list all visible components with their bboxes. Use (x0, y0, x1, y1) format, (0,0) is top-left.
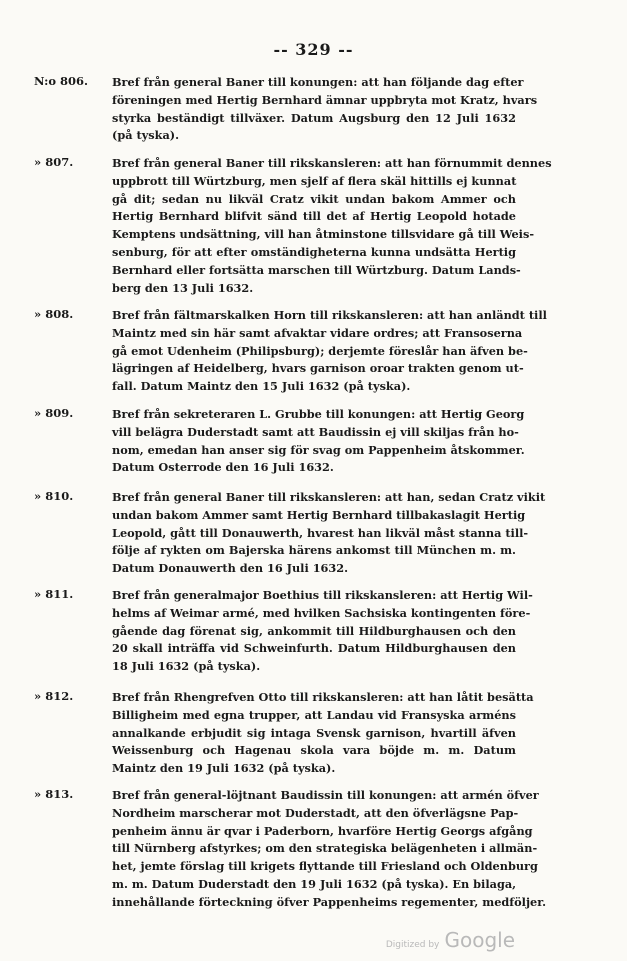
entry-line: Maintz den 19 Juli 1632 (på tyska). (112, 761, 336, 776)
register-entry (34, 587, 533, 676)
entry-line: lägringen af Heidelberg, hvars garnison oroar trakten genom ut- (112, 361, 524, 376)
entry-text (112, 489, 546, 578)
entry-line: Leopold, gått till Donauwerth, hvarest han likväl måst stanna till- (112, 525, 529, 540)
entry-line: gå emot Udenheim (Philipsburg); derjemte föreslår han äfven be- (112, 343, 528, 358)
register-entry (34, 406, 525, 477)
entry-line: Datum Donauwerth den 16 Juli 1632. (112, 561, 349, 576)
entry-line: (på tyska). (112, 128, 180, 143)
entry-line: föreningen med Hertig Bernhard ämnar uppbryta mot Kratz, hvars (112, 92, 538, 107)
entry-line: m. m. Datum Duderstadt den 19 Juli 1632 (på tyska). En bilaga, (112, 876, 517, 891)
entry-text (112, 74, 538, 145)
entry-line: Weissenburg och Hagenau skola vara böjde m. m. Datum (112, 743, 516, 758)
entry-number: » 807. (34, 155, 74, 169)
entry-number: » 810. (34, 489, 74, 503)
entry-text (112, 155, 552, 297)
entry-line: uppbrott till Würtzburg, men sjelf af flera skäl hittills ej kunnat (112, 173, 517, 188)
entry-line: het, jemte förslag till krigets flyttande till Friesland och Oldenburg (112, 859, 538, 874)
watermark-prefix: Digitized by (385, 940, 440, 950)
entry-line: Bref från fältmarskalken Horn till rikskansleren: att han anländt till (112, 308, 547, 322)
entry-text (112, 406, 525, 477)
entry-line: 18 Juli 1632 (på tyska). (112, 659, 261, 674)
entry-line: annalkande erbjudit sig intaga Svensk garnison, hvartill äfven (112, 725, 516, 740)
entry-text (112, 689, 534, 778)
entry-line: Bref från generalmajor Boethius till rikskansleren: att Hertig Wil- (112, 588, 533, 602)
entry-line: Billigheim med egna trupper, att Landau vid Fransyska arméns (112, 707, 516, 722)
entry-line: Hertig Bernhard blifvit sänd till det af Hertig Leopold hotade (112, 209, 516, 224)
entry-line: vill belägra Duderstadt samt att Baudissin ej vill skiljas från ho- (112, 424, 519, 439)
entry-line: Kemptens undsättning, vill han åtminstone tillsvidare gå till Weis- (112, 227, 535, 242)
register-entry (34, 307, 547, 396)
entry-line: berg den 13 Juli 1632. (112, 280, 254, 295)
entry-line: Bref från general Baner till konungen: att han följande dag efter (112, 75, 524, 89)
entry-number: » 808. (34, 307, 74, 321)
entry-line: styrka beständigt tillväxer. Datum Augsburg den 12 Juli 1632 (112, 110, 516, 125)
entry-line: Bref från sekreteraren L. Grubbe till konungen: att Hertig Georg (112, 407, 525, 421)
register-entry (34, 74, 538, 145)
register-entry (34, 155, 552, 297)
entry-line: innehållande förteckning öfver Pappenheims regementer, medföljer. (112, 894, 547, 909)
entry-line: penheim ännu är qvar i Paderborn, hvarföre Hertig Georgs afgång (112, 823, 533, 838)
entry-line: gående dag förenat sig, ankommit till Hildburghausen och den (112, 623, 516, 638)
entry-line: nom, emedan han anser sig för svag om Pappenheim åtskommer. (112, 442, 525, 457)
entry-text (112, 587, 533, 676)
register-entry (34, 489, 546, 578)
entry-number: » 812. (34, 689, 74, 703)
entry-line: Bref från general Baner till rikskansleren: att han förnummit dennes (112, 156, 552, 170)
entry-line: Maintz med sin här samt afvaktar vidare ordres; att Fransoserna (112, 325, 523, 340)
entry-text (112, 787, 547, 912)
register-entry (34, 787, 547, 912)
entry-line: Nordheim marscherar mot Duderstadt, att den öfverlägsne Pap- (112, 805, 519, 820)
entry-number: » 813. (34, 787, 74, 801)
entry-line: Bernhard eller fortsätta marschen till Würtzburg. Datum Lands- (112, 262, 521, 277)
register-entry (34, 689, 534, 778)
entry-line: till Nürnberg afstyrkes; om den strategiska belägenheten i allmän- (112, 841, 538, 856)
digitized-watermark (386, 928, 515, 952)
entry-number: » 811. (34, 587, 74, 601)
entry-line: undan bakom Ammer samt Hertig Bernhard tillbakaslagit Hertig (112, 507, 526, 522)
entry-line: Bref från general Baner till rikskansleren: att han, sedan Cratz vikit (112, 490, 546, 504)
entry-line: Datum Osterrode den 16 Juli 1632. (112, 460, 334, 475)
page-number: -- 329 -- (273, 40, 354, 59)
entry-line: fall. Datum Maintz den 15 Juli 1632 (på tyska). (112, 379, 411, 394)
entry-number: » 809. (34, 406, 74, 420)
entry-line: följe af rykten om Bajerska härens ankomst till München m. m. (112, 543, 516, 558)
entry-line: helms af Weimar armé, med hvilken Sachsiska kontingenten före- (112, 605, 531, 620)
entry-text (112, 307, 547, 396)
entry-line: 20 skall inträffa vid Schweinfurth. Datum Hildburghausen den (112, 641, 516, 656)
entry-line: Bref från general-löjtnant Baudissin till konungen: att armén öfver (112, 788, 539, 802)
entry-number: N:o 806. (34, 74, 89, 88)
google-logo: Google (444, 928, 515, 952)
entry-line: senburg, för att efter omständigheterna kunna undsätta Hertig (112, 244, 516, 259)
entry-line: gå dit; sedan nu likväl Cratz vikit undan bakom Ammer och (112, 191, 516, 206)
entry-line: Bref från Rhengrefven Otto till rikskansleren: att han låtit besätta (112, 690, 534, 704)
